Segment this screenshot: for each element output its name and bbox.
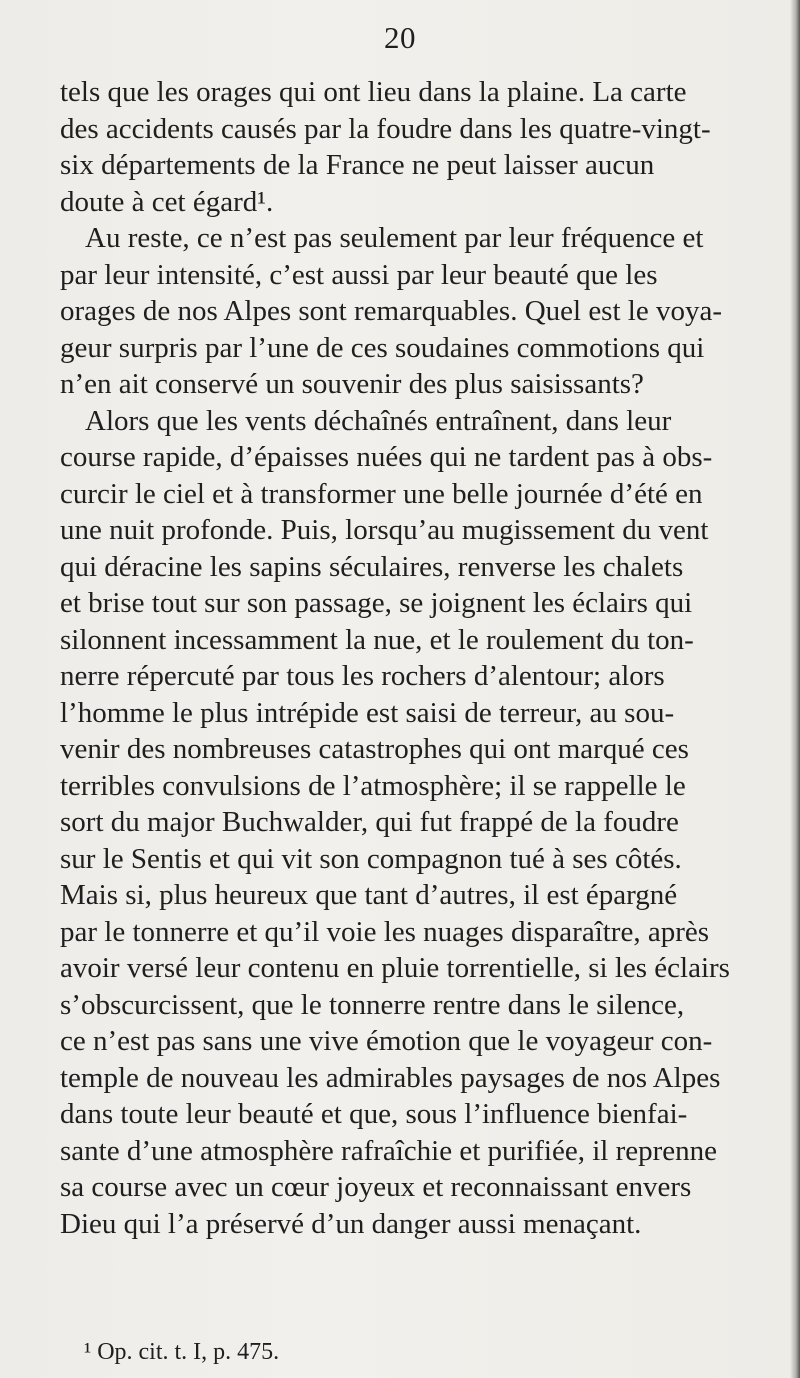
body-text (60, 74, 795, 1242)
text-line: par leur intensité, c’est aussi par leur beauté que les (60, 258, 658, 291)
text-line: une nuit profonde. Puis, lorsqu’au mugissement du vent (60, 514, 709, 546)
text-line: sa course avec un cœur joyeux et reconnaissant envers (60, 1171, 692, 1203)
text-line: s’obscurcissent, que le tonnerre rentre dans le silence, (60, 988, 685, 1021)
text-line: Mais si, plus heureux que tant d’autres, il est épargné (60, 879, 678, 911)
text-line: Dieu qui l’a préservé d’un danger aussi menaçant. (60, 1207, 642, 1240)
text-line: qui déracine les sapins séculaires, renverse les chalets (60, 550, 684, 583)
text-line: Au reste, ce n’est pas seulement par leur fréquence et (85, 222, 704, 254)
text-line: course rapide, d’épaisses nuées qui ne tardent pas à obs- (60, 441, 713, 473)
text-line: orages de nos Alpes sont remarquables. Quel est le voya- (60, 295, 722, 327)
text-line: temple de nouveau les admirables paysages de nos Alpes (60, 1061, 721, 1094)
text-line: et brise tout sur son passage, se joignent les éclairs qui (60, 587, 693, 619)
text-line: doute à cet égard¹. (60, 185, 274, 218)
text-line: par le tonnerre et qu’il voie les nuages disparaître, après (60, 915, 710, 948)
text-line: silonnent incessamment la nue, et le roulement du ton- (60, 623, 694, 656)
text-line: sante d’une atmosphère rafraîchie et purifiée, il reprenne (60, 1134, 718, 1167)
text-line: sur le Sentis et qui vit son compagnon tué à ses côtés. (60, 842, 682, 875)
text-line: Alors que les vents déchaînés entraînent, dans leur (85, 404, 672, 437)
text-line: avoir versé leur contenu en pluie torrentielle, si les éclairs (60, 952, 730, 984)
text-line: venir des nombreuses catastrophes qui ont marqué ces (60, 733, 689, 765)
text-line: six départements de la France ne peut laisser aucun (60, 149, 655, 181)
text-line: dans toute leur beauté et que, sous l’influence bienfai- (60, 1098, 688, 1130)
text-line: tels que les orages qui ont lieu dans la plaine. La carte (60, 76, 687, 108)
text-line: curcir le ciel et à transformer une belle journée d’été en (60, 477, 703, 510)
text-line: geur surpris par l’une de ces soudaines commotions qui (60, 331, 705, 364)
text-line: l’homme le plus intrépide est saisi de terreur, au sou- (60, 696, 675, 729)
text-line: n’en ait conservé un souvenir des plus saisissants? (60, 368, 644, 400)
text-line: terribles convulsions de l’atmosphère; il se rappelle le (60, 769, 686, 802)
text-line: des accidents causés par la foudre dans les quatre-vingt- (60, 112, 711, 145)
text-line: nerre répercuté par tous les rochers d’alentour; alors (60, 660, 665, 692)
text-line: sort du major Buchwalder, qui fut frappé de la foudre (60, 806, 679, 838)
text-line: ce n’est pas sans une vive émotion que le voyageur con- (60, 1025, 713, 1057)
page-number: 20 (384, 20, 416, 55)
footnote: ¹ Op. cit. t. I, p. 475. (84, 1339, 280, 1365)
